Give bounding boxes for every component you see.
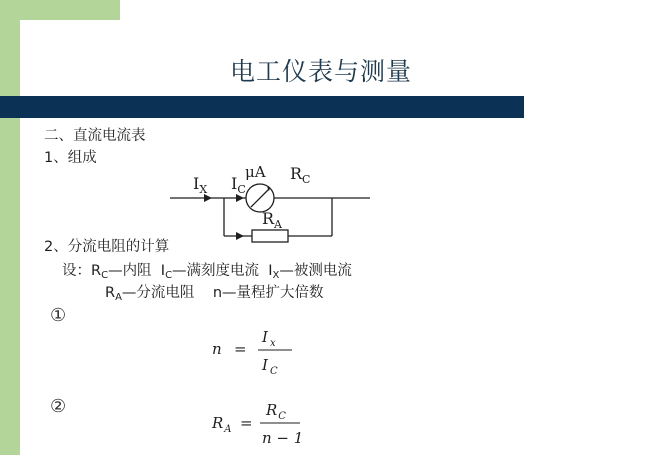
section-heading: 二、直流电流表 xyxy=(44,128,146,144)
formula-n-denominator: I $_C$ xyxy=(262,356,278,377)
slide-title: 电工仪表与测量 xyxy=(230,57,413,86)
item-composition: 1、组成 xyxy=(44,150,97,166)
label-ra: $R_A$ xyxy=(262,209,282,231)
meter-needle xyxy=(251,189,269,207)
formula-n-numerator: I $_x$ xyxy=(262,328,276,349)
formula-n-lhs: n xyxy=(212,340,222,358)
item-shunt-calc: 2、分流电阻的计算 xyxy=(44,239,170,255)
formula-n xyxy=(200,322,320,382)
marker-1: ① xyxy=(50,305,67,326)
formula-ra-numerator: $R_C$ xyxy=(266,401,286,422)
formula-ra xyxy=(200,397,330,455)
definition-line-1: 设：$R_C—$内阻 $I_C—$满刻度电流 $I_X—$被测电流 xyxy=(62,263,352,281)
shunt-resistor-symbol xyxy=(252,230,288,242)
formula-ra-denominator: n − 1 xyxy=(262,429,304,447)
label-microamp: μA xyxy=(245,163,266,181)
label-ix: $I_X$ xyxy=(193,174,208,196)
label-rc: $R_C$ xyxy=(290,164,311,186)
arrow-shunt xyxy=(236,232,244,240)
label-ic: $I_C$ xyxy=(231,174,246,196)
marker-2: ② xyxy=(50,396,67,417)
formula-n-eq: = xyxy=(234,340,247,358)
definition-line-2: $R_A—$分流电阻 n—量程扩大倍数 xyxy=(105,285,324,303)
formula-ra-eq: = xyxy=(240,414,253,432)
formula-ra-lhs: $R_A$ xyxy=(212,414,232,435)
